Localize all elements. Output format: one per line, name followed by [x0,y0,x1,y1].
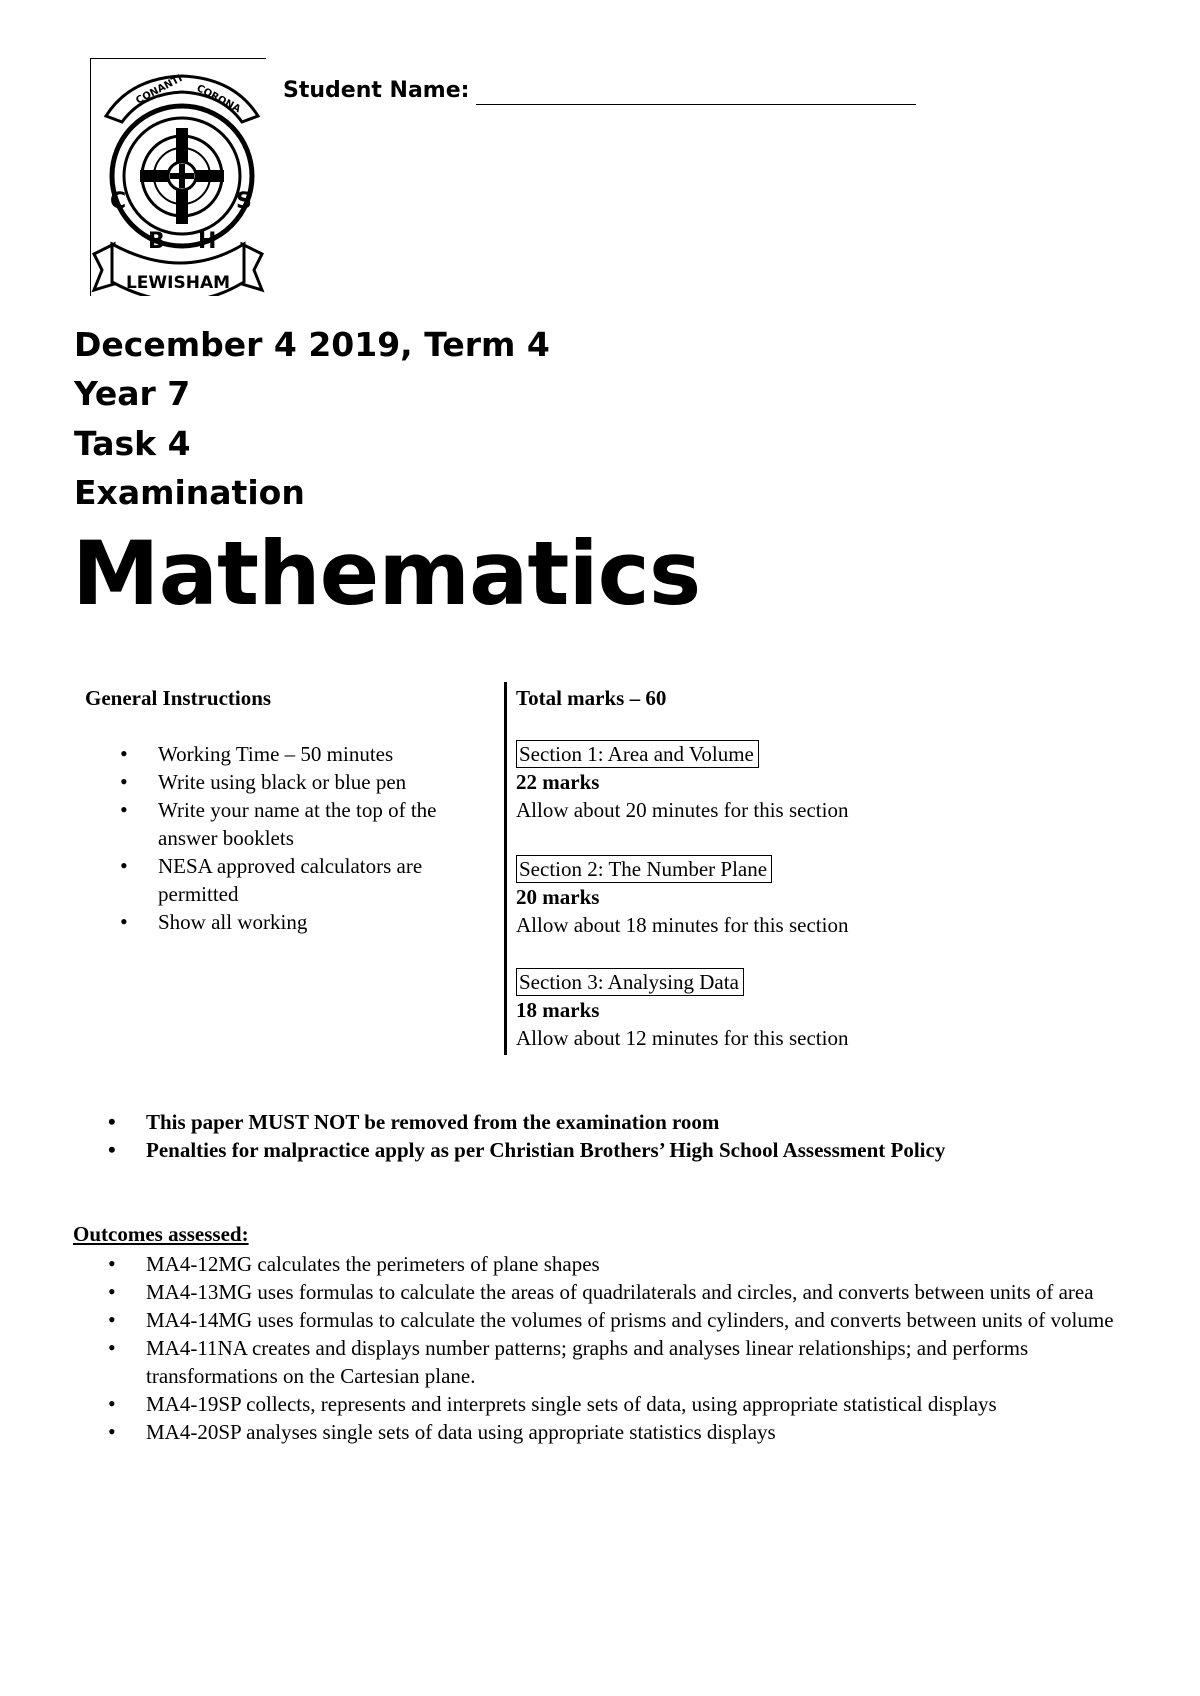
general-instructions-list [120,740,490,936]
total-marks: Total marks – 60 [516,686,667,710]
section-2-title: Section 2: The Number Plane [516,855,772,883]
outcome-item: • MA4-19SP collects, represents and interprets single sets of data, using appropriate statistical displays [108,1390,1158,1418]
instruction-item: • Show all working [120,908,490,936]
crest-letter-b: B [148,229,165,254]
exam-task: Task 4 [74,424,191,463]
crest-letter-c: C [110,189,127,214]
outcomes-heading: Outcomes assessed: [73,1222,249,1246]
instruction-item: • Write using black or blue pen [120,768,490,796]
section-2 [516,855,848,939]
school-crest-logo [90,58,266,296]
section-3-time: Allow about 12 minutes for this section [516,1026,849,1050]
section-1-marks: 22 marks [516,770,600,794]
student-name-line[interactable] [476,104,916,105]
notice-item: • Penalties for malpractice apply as per Christian Brothers’ High School Assessment Policy [108,1136,945,1164]
outcome-item: • MA4-20SP analyses single sets of data using appropriate statistics displays [108,1418,1158,1446]
crest-banner-left-text: CONANTI [134,73,185,107]
instruction-item: • NESA approved calculators are permitted [120,852,490,908]
outcome-item: • MA4-13MG uses formulas to calculate the areas of quadrilaterals and circles, and converts between units of area [108,1278,1158,1306]
crest-banner-bottom-text: LEWISHAM [125,273,231,293]
outcome-item: • MA4-14MG uses formulas to calculate the volumes of prisms and cylinders, and converts between units of volume [108,1306,1158,1334]
crest-letter-h: H [198,229,217,254]
instruction-item: • Write your name at the top of the answer booklets [120,796,490,852]
section-2-time: Allow about 18 minutes for this section [516,913,849,937]
exam-notices [108,1108,945,1164]
crest-letter-s: S [236,189,252,214]
exam-type: Examination [74,473,305,512]
subject-title: Mathematics [72,522,701,625]
crest-banner-right-text: CORONA [194,82,243,116]
exam-year: Year 7 [74,374,191,413]
notice-item: • This paper MUST NOT be removed from the examination room [108,1108,945,1136]
section-3 [516,968,848,1052]
column-divider [504,682,507,1055]
section-1-time: Allow about 20 minutes for this section [516,798,849,822]
section-1-title: Section 1: Area and Volume [516,740,759,768]
outcome-item: • MA4-11NA creates and displays number patterns; graphs and analyses linear relationships; and performs transformations on the Cartesian plane. [108,1334,1158,1390]
outcome-item: • MA4-12MG calculates the perimeters of plane shapes [108,1250,1158,1278]
student-name-label: Student Name: [283,78,470,103]
section-3-marks: 18 marks [516,998,600,1022]
exam-date: December 4 2019, Term 4 [74,325,550,364]
outcomes-list [108,1250,1158,1446]
section-1 [516,740,848,824]
instruction-item: • Working Time – 50 minutes [120,740,490,768]
section-2-marks: 20 marks [516,885,600,909]
section-3-title: Section 3: Analysing Data [516,968,744,996]
general-instructions-heading: General Instructions [85,686,272,710]
